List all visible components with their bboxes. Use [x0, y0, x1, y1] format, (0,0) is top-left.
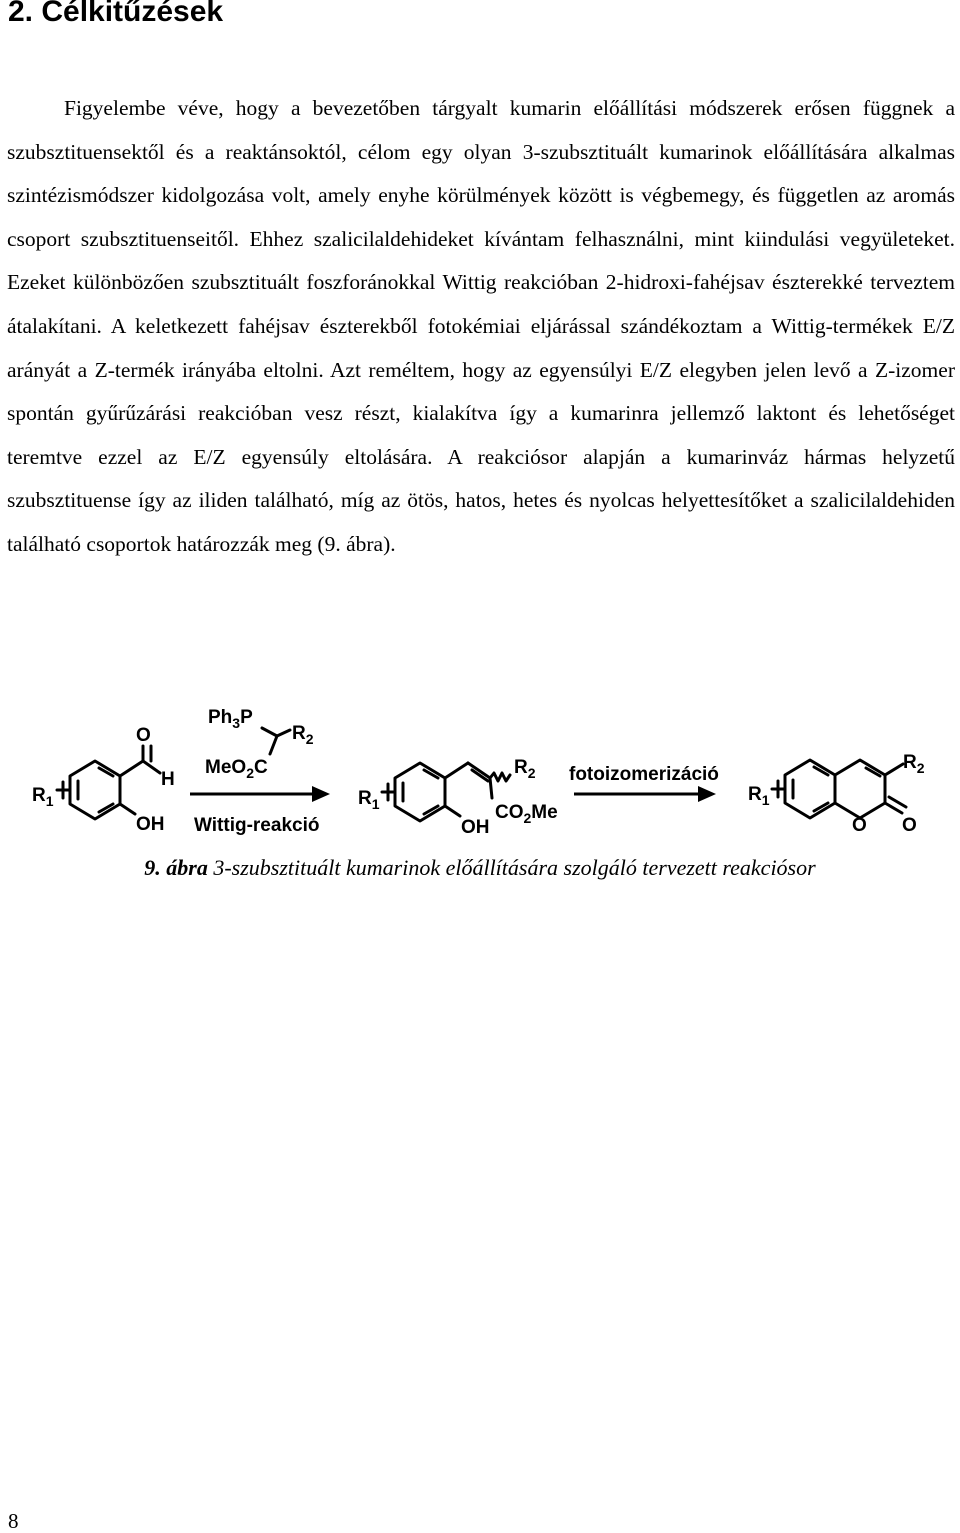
- product-r1: $R_1$: [748, 784, 770, 808]
- intermediate-r1: $R_1$: [358, 788, 380, 812]
- arrow-label-photoisomerization: fotoizomerizáció: [569, 764, 719, 785]
- figure-caption: [0, 852, 960, 884]
- figure-caption-label: 9. ábra: [144, 855, 208, 880]
- coumarin-structure: [772, 760, 906, 818]
- product-ring-oxygen: O: [852, 815, 867, 836]
- reaction-arrow-wittig: [190, 786, 330, 802]
- intermediate-hydroxyl: OH: [461, 817, 490, 838]
- sm-carbonyl-o: O: [136, 725, 151, 746]
- reagent-r2: $R_2$: [292, 723, 314, 747]
- arrow-label-wittig: Wittig-reakció: [194, 815, 320, 836]
- sm-hydroxyl: OH: [136, 814, 165, 835]
- product-carbonyl-oxygen: O: [902, 815, 917, 836]
- figure-caption-text: 3-szubsztituált kumarinok előállítására szolgáló tervezett reakciósor: [207, 855, 816, 880]
- cinnamate-structure: [382, 763, 510, 821]
- intermediate-r2: $R_2$: [514, 757, 536, 781]
- intermediate-ester: $CO_2Me$: [495, 802, 558, 826]
- sm-aldehyde-h: H: [161, 769, 175, 790]
- section-heading: 2. Célkitűzések: [8, 0, 224, 28]
- body-paragraph: Figyelembe véve, hogy a bevezetőben tárgyalt kumarin előállítási módszerek erősen függnek a szubsztituensektől és a reaktánsoktól, célom egy olyan 3-szubsztituált kumarinok előállítására alkalmas szintézismódszer kidolgozása volt, amely enyhe körülmények között is végbemegy, és független az aromás csoport szubsztituenseitől. Ehhez szalicilaldehideket kívántam felhasználni, mint kiindulási vegyületeket. Ezeket különbözően szubsztituált foszforánokkal Wittig reakcióban 2-hidroxi-fahéjsav észterekké terveztem átalakítani. A keletkezett fahéjsav észterekből fotokémiai eljárással szándékoztam a Wittig-termékek E/Z arányát a Z-termék irányába eltolni. Azt reméltem, hogy az egyensúlyi E/Z elegyben jelen levő a Z-izomer spontán gyűrűzárási reakcióban vesz részt, kialakítva így a kumarinra jellemző laktont és lehetőséget teremtve ezzel az E/Z egyensúly eltolására. A reakciósor alapján a kumarinváz hármas helyzetű szubsztituense így az iliden található, míg az ötös, hatos, hetes és nyolcas helyettesítőket a szalicilaldehiden található csoportok határozzák meg (9. ábra).: [7, 96, 955, 556]
- sm-r1: $R_1$: [32, 785, 54, 809]
- ylide-structure: [262, 728, 290, 754]
- page-number: 8: [8, 1509, 19, 1533]
- product-r2: $R_2$: [903, 752, 925, 776]
- salicylaldehyde-structure: [57, 746, 160, 819]
- reaction-arrow-photoisomerization: [574, 786, 716, 802]
- reagent-ph3p: $Ph_3P$: [208, 707, 253, 731]
- reagent-meo2c: MeO$_2$C: [205, 757, 268, 781]
- reaction-scheme: [0, 690, 960, 850]
